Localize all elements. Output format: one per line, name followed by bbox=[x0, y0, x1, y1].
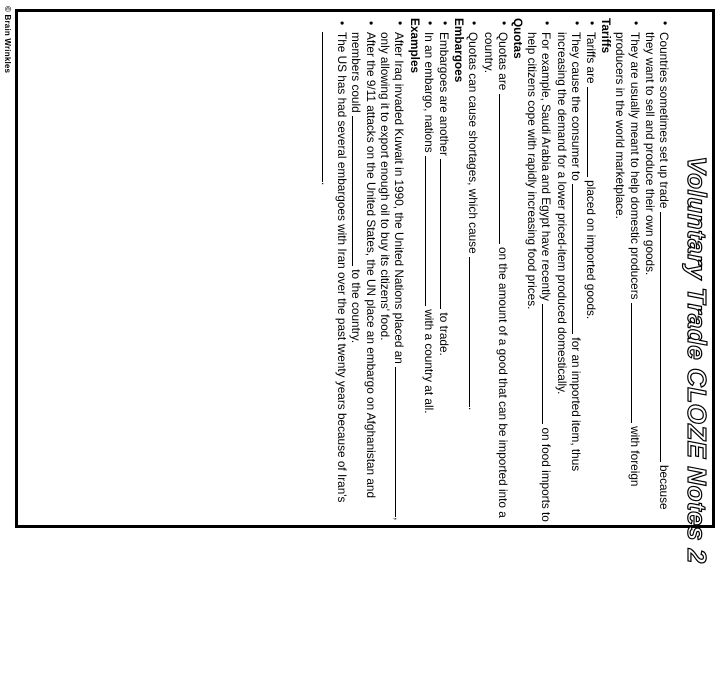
section-heading-tariffs: Tariffs bbox=[599, 18, 614, 54]
list-item: • Quotas are on the amount of a good that can be imported into a country. bbox=[481, 32, 510, 523]
list-item: • Embargoes are another to trade. bbox=[437, 32, 452, 523]
fill-in-blank[interactable] bbox=[572, 184, 584, 334]
examples-list bbox=[319, 18, 407, 523]
quotas-list bbox=[466, 18, 511, 523]
fill-in-blank[interactable] bbox=[395, 367, 407, 517]
embargoes-list bbox=[422, 18, 452, 523]
section-heading-examples: Examples bbox=[407, 18, 422, 74]
intro-list bbox=[613, 18, 672, 523]
fill-in-blank[interactable] bbox=[425, 156, 437, 306]
fill-in-blank[interactable] bbox=[631, 303, 643, 423]
fill-in-blank[interactable] bbox=[352, 116, 364, 266]
copyright-text: © Brain Wrinkles bbox=[3, 6, 12, 74]
fill-in-blank[interactable] bbox=[469, 257, 481, 407]
section-heading-quotas: Quotas bbox=[510, 18, 525, 59]
section-heading-embargoes: Embargoes bbox=[452, 18, 467, 83]
list-item: • In an embargo, nations with a country at all. bbox=[422, 32, 437, 523]
list-item: • For example, Saudi Arabia and Egypt have recently on food imports to help citizens cope with rapidly increasing food prices. bbox=[525, 32, 554, 523]
fill-in-blank[interactable] bbox=[322, 32, 334, 182]
fill-in-blank[interactable] bbox=[660, 212, 672, 462]
list-item: • Quotas can cause shortages, which cause . bbox=[466, 32, 481, 523]
fill-in-blank[interactable] bbox=[440, 159, 452, 309]
list-item: • After the 9/11 attacks on the United States, the UN place an embargo on Afghanistan and members could to the country. bbox=[349, 32, 378, 523]
list-item: • They cause the consumer to for an imported item, thus increasing the demand for a lower priced-item produced domestically. bbox=[554, 32, 583, 523]
tariffs-list bbox=[525, 18, 599, 523]
list-item: • They are usually meant to help domestic producers with foreign producers in the world marketplace. bbox=[613, 32, 642, 523]
list-item: • After Iraq invaded Kuwait in 1990, the United Nations placed an , only allowing it to export enough oil to buy its citizens' food. bbox=[378, 32, 407, 523]
fill-in-blank[interactable] bbox=[587, 87, 599, 177]
page-title: Voluntary Trade CLOZE Notes 2 bbox=[682, 156, 712, 564]
list-item: • Tariffs are placed on imported goods. bbox=[584, 32, 599, 523]
fill-in-blank[interactable] bbox=[499, 94, 511, 244]
notes-content bbox=[319, 18, 672, 523]
list-item: • Countries sometimes set up trade because they want to sell and produce their own goods. bbox=[643, 32, 672, 523]
list-item: • The US has had several embargoes with Iran over the past twenty years because of Iran's . bbox=[319, 32, 348, 523]
fill-in-blank[interactable] bbox=[542, 304, 554, 424]
